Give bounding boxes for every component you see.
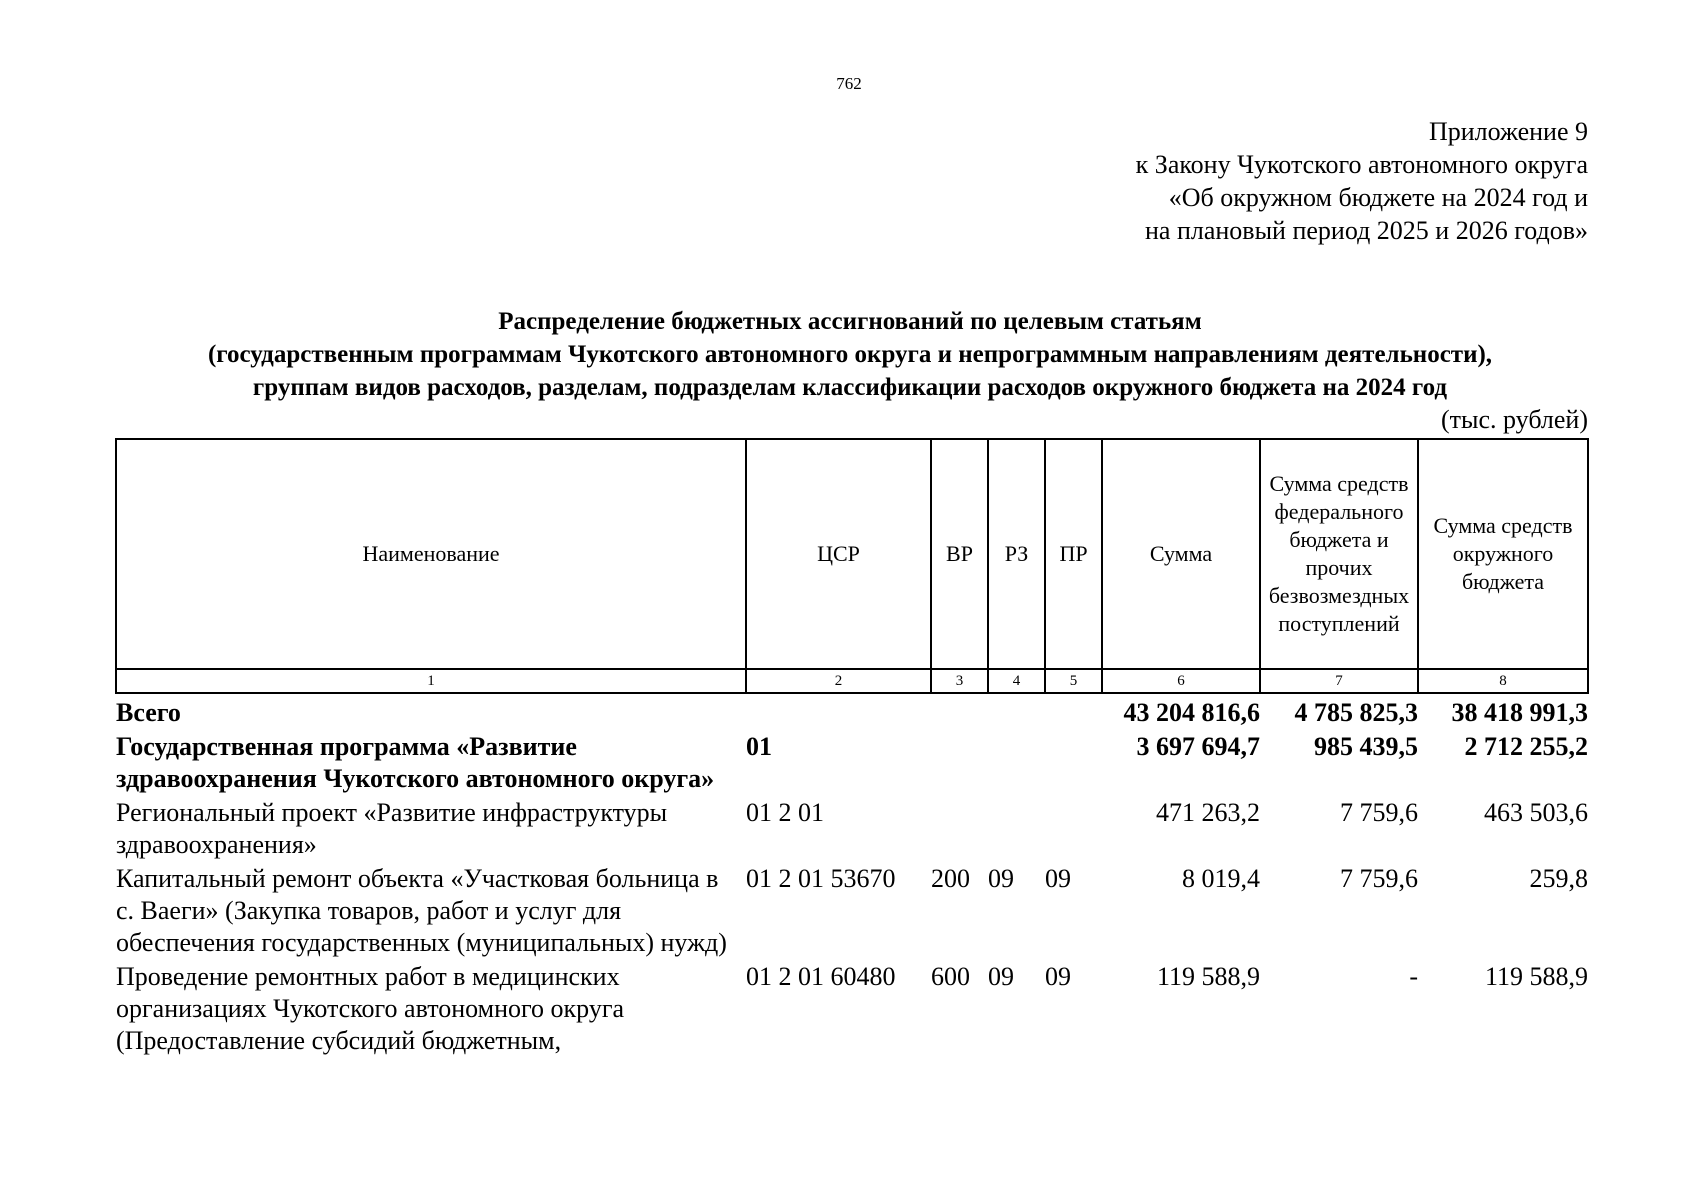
appendix-line: «Об окружном бюджете на 2024 год и — [1168, 183, 1588, 212]
budget-table — [115, 438, 1589, 1059]
header-csr: ЦСР — [746, 439, 931, 669]
appendix-line: Приложение 9 — [1428, 117, 1588, 146]
row-vr: 600 — [931, 962, 970, 991]
row-pr — [1045, 797, 1102, 863]
table-row — [116, 731, 1588, 797]
header-pr: ПР — [1045, 439, 1102, 669]
row-csr: 01 2 01 60480 — [746, 962, 896, 991]
row-csr: 01 2 01 53670 — [746, 864, 896, 893]
page-number: 762 — [836, 74, 862, 93]
column-number: 1 — [116, 669, 746, 693]
row-regional: 259,8 — [1529, 864, 1588, 893]
appendix-line: к Закону Чукотского автономного округа — [1135, 150, 1588, 179]
units-label: (тыс. рублей) — [1440, 405, 1588, 434]
column-number: 7 — [1260, 669, 1418, 693]
appendix-reference — [888, 115, 1588, 247]
row-federal: 7 759,6 — [1340, 864, 1418, 893]
column-number: 3 — [931, 669, 988, 693]
row-csr: 01 2 01 — [746, 798, 824, 827]
row-federal: 985 439,5 — [1314, 732, 1418, 761]
column-number: 2 — [746, 669, 931, 693]
row-sum: 471 263,2 — [1156, 798, 1260, 827]
row-csr — [746, 693, 931, 731]
column-number: 5 — [1045, 669, 1102, 693]
title-line: (государственным программам Чукотского автономного округа и непрограммным направлениям деятельности), — [207, 341, 1493, 368]
document-title — [110, 305, 1590, 404]
row-sum: 43 204 816,6 — [1123, 698, 1260, 727]
row-rz — [988, 797, 1045, 863]
row-regional: 119 588,9 — [1484, 962, 1588, 991]
header-row — [116, 439, 1588, 669]
appendix-line: на плановый период 2025 и 2026 годов» — [1145, 216, 1588, 245]
row-csr: 01 — [746, 732, 772, 761]
row-sum: 8 019,4 — [1182, 864, 1260, 893]
row-name: Проведение ремонтных работ в медицинских организациях Чукотского автономного округа (Предоставление субсидий бюджетным, — [116, 962, 625, 1055]
row-pr: 09 — [1045, 864, 1071, 893]
row-federal: 4 785 825,3 — [1294, 698, 1418, 727]
column-number-row — [116, 669, 1588, 693]
header-sum: Сумма — [1102, 439, 1260, 669]
row-vr — [931, 693, 988, 731]
header-vr: ВР — [931, 439, 988, 669]
table-row — [116, 961, 1588, 1059]
row-rz — [988, 693, 1045, 731]
column-number: 6 — [1102, 669, 1260, 693]
row-name: Региональный проект «Развитие инфраструктуры здравоохранения» — [116, 798, 668, 859]
table-row — [116, 797, 1588, 863]
row-rz: 09 — [988, 864, 1014, 893]
header-federal: Сумма средств федерального бюджета и прочих безвозмездных поступлений — [1260, 439, 1418, 669]
row-regional: 38 418 991,3 — [1451, 698, 1588, 727]
row-rz — [988, 731, 1045, 797]
row-name: Государственная программа «Развитие здравоохранения Чукотского автономного округа» — [116, 732, 715, 793]
row-pr — [1045, 731, 1102, 797]
row-regional: 463 503,6 — [1484, 798, 1588, 827]
row-pr: 09 — [1045, 962, 1071, 991]
row-pr — [1045, 693, 1102, 731]
title-line: Распределение бюджетных ассигнований по целевым статьям — [498, 308, 1202, 335]
table-row — [116, 863, 1588, 961]
row-vr — [931, 731, 988, 797]
row-vr: 200 — [931, 864, 970, 893]
row-vr — [931, 797, 988, 863]
header-regional: Сумма средств окружного бюджета — [1418, 439, 1588, 669]
title-line: группам видов расходов, разделам, подразделам классификации расходов окружного бюджета на 2024 год — [252, 374, 1448, 401]
table-row-total — [116, 693, 1588, 731]
row-name: Капитальный ремонт объекта «Участковая больница в с. Ваеги» (Закупка товаров, работ и услуг для обеспечения государственных (муниципальных) нужд) — [116, 864, 727, 957]
row-name: Всего — [116, 698, 181, 727]
column-number: 4 — [988, 669, 1045, 693]
column-number: 8 — [1418, 669, 1588, 693]
row-federal: 7 759,6 — [1340, 798, 1418, 827]
row-regional: 2 712 255,2 — [1464, 732, 1588, 761]
row-sum: 3 697 694,7 — [1136, 732, 1260, 761]
row-rz: 09 — [988, 962, 1014, 991]
row-sum: 119 588,9 — [1156, 962, 1260, 991]
header-name: Наименование — [116, 439, 746, 669]
row-federal: - — [1409, 962, 1418, 991]
header-rz: РЗ — [988, 439, 1045, 669]
